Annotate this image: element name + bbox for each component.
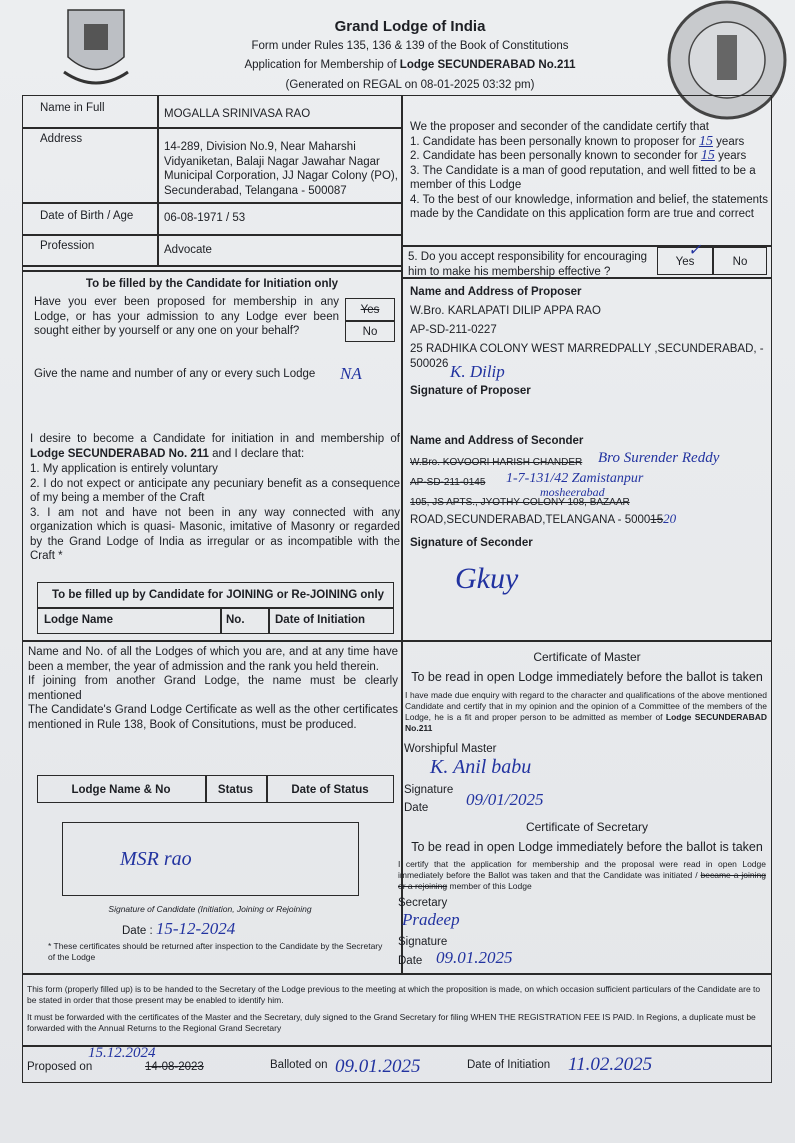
secretary-date-label: Date	[398, 955, 423, 967]
proposer-signature-label: Signature of Proposer	[410, 385, 531, 397]
certificates-note: * These certificates should be returned after inspection to the Candidate by the Secretary of the Lodge	[48, 941, 383, 962]
seconder-name-struck: W.Bro. KOVOORI HARISH CHANDER	[410, 457, 583, 468]
candidate-date-value: 15-12-2024	[155, 919, 236, 938]
candidate-date	[122, 919, 236, 939]
candidate-signature-box	[62, 822, 359, 896]
seconder-id-struck: AP-SD-211-0145	[410, 477, 486, 488]
address-label: Address	[40, 133, 83, 145]
responsibility-no[interactable]: No	[732, 256, 748, 268]
proposer-signature: K. Dilip	[450, 362, 505, 381]
col-status: Status	[217, 784, 254, 796]
application-lodge	[230, 59, 590, 71]
other-lodges-instructions	[28, 645, 398, 732]
other-lodges-p2: If joining from another Grand Lodge, the name must be clearly mentioned	[28, 675, 398, 702]
balloted-on-label: Balloted on	[270, 1059, 328, 1071]
previous-proposal-no[interactable]: No	[362, 326, 378, 338]
master-signature: K. Anil babu	[430, 756, 532, 778]
seconder-signature-label: Signature of Seconder	[410, 537, 533, 549]
master-signature-label: Signature	[404, 784, 454, 796]
balloted-on-value: 09.01.2025	[335, 1056, 421, 1077]
proposer-heading: Name and Address of Proposer	[410, 286, 582, 298]
generated-on: (Generated on REGAL on 08-01-2025 03:32 pm)	[285, 79, 535, 91]
initiation-heading: To be filled by the Candidate for Initiation only	[85, 278, 339, 290]
other-lodges-p1: Name and No. of all the Lodges of which you are, and at any time have been a member, the year of admission and the rank you held therein.	[28, 646, 398, 673]
footer-note-2: It must be forwarded with the certificates of the Master and the Secretary, duly signed to the Grand Secretary for filing WHEN THE REGISTRATION FEE IS PAID. In Regions, a duplicate must be forwarded with the Annual Returns to the Regional Grand Secretary	[27, 1012, 756, 1033]
previous-proposal-yes[interactable]: Yes	[360, 304, 380, 316]
footer-note-1: This form (properly filled up) is to be handed to the Secretary of the Lodge previous to the meeting at which the proposition is made, on which occasion sufficient particulars of the Candidate are to be stated in order that those present may be enabled to identify him.	[27, 984, 761, 1005]
proposed-on-struck: 14-08-2023	[145, 1061, 204, 1073]
secretary-role: Secretary	[398, 897, 448, 909]
secretary-body-text: I certify that the application for membership and the proposal were read in open Lodge immediately before the Ballot was taken and that the Candidate was initiated /	[398, 859, 766, 880]
master-lodge: Lodge SECUNDERABAD No.211	[405, 712, 767, 733]
item-1-text: 1. Candidate has been personally known to proposer for	[410, 135, 696, 148]
seconder-area-handwritten: mosheerabad	[540, 485, 605, 499]
give-lodge-name-answer: NA	[340, 364, 362, 383]
joining-heading: To be filled up by Candidate for JOINING or Re-JOINING only	[52, 589, 385, 601]
lodge-name: Lodge SECUNDERABAD No.211	[399, 59, 576, 71]
seconder-signature: Gkuy	[455, 562, 519, 595]
candidate-signature: MSR rao	[120, 848, 192, 870]
candidate-profession: Advocate	[164, 244, 212, 256]
date-label: Date :	[122, 925, 153, 937]
seconder-years: 15	[700, 148, 715, 163]
years-label: years	[718, 150, 747, 162]
dob-label: Date of Birth / Age	[40, 210, 134, 222]
seconder-address-line2	[410, 512, 676, 528]
master-date-label: Date	[404, 802, 429, 814]
years-label: years	[716, 135, 745, 148]
secretary-subheading: To be read in open Lodge immediately before the ballot is taken	[411, 840, 763, 854]
certify-intro: We the proposer and seconder of the candidate certify that	[410, 121, 709, 133]
master-body	[405, 690, 767, 734]
col-lodge-name-no: Lodge Name & No	[71, 784, 171, 796]
proposed-on-handwritten: 15.12.2024	[88, 1045, 156, 1061]
declaration-suffix: and I declare that:	[208, 447, 305, 460]
declaration-2: 2. I do not expect or anticipate any pecuniary benefit as a consequence of my being a member of the Craft	[30, 477, 400, 504]
secretary-struck-text: became a joining or a rejoining	[398, 870, 766, 891]
proposed-on-label: Proposed on	[27, 1061, 93, 1073]
form-subtitle: Form under Rules 135, 136 & 139 of the Book of Constitutions	[251, 40, 569, 52]
secretary-body	[398, 859, 766, 892]
seconder-address-struck: 105, JS APTS., JYOTHY COLONY 108, BAZAAR	[410, 497, 630, 508]
profession-label: Profession	[40, 240, 95, 252]
declaration-3: 3. I am not and have not been in any way connected with any organization which is quasi- Masonic, imitative of Masonry or regarded by the Grand Lodge of India as irregular or as incompatible with the Craft *	[30, 506, 400, 562]
secretary-signature: Pradeep	[402, 910, 460, 929]
joining-col-lodge-name: Lodge Name	[44, 614, 114, 626]
certify-item-5: 5. Do you accept responsibility for encouraging him to make his membership effective ?	[408, 251, 648, 278]
seconder-address-handwritten: 1-7-131/42 Zamistanpur	[506, 471, 644, 486]
proposer-name: W.Bro. KARLAPATI DILIP APPA RAO	[410, 305, 601, 317]
master-date: 09/01/2025	[466, 790, 544, 809]
secretary-signature-label: Signature	[398, 936, 448, 948]
pin-struck: 15	[650, 514, 664, 526]
responsibility-yes[interactable]: Yes	[675, 256, 695, 268]
address-text: ROAD,SECUNDERABAD,TELANGANA - 5000	[410, 514, 651, 526]
other-lodges-p3: The Candidate's Grand Lodge Certificate as well as the other certificates mentioned in Rule 138, Book of Consitutions, must be produced.	[28, 704, 398, 731]
give-lodge-name-label: Give the name and number of any or every such Lodge	[34, 368, 316, 380]
col-date-of-status: Date of Status	[291, 784, 369, 796]
candidate-signature-caption: Signature of Candidate (Initiation, Joining or Rejoining	[108, 904, 312, 914]
certify-item-2	[410, 149, 768, 164]
form-title: Grand Lodge of India	[334, 18, 486, 35]
initiation-date-label: Date of Initiation	[467, 1059, 551, 1071]
proposer-id: AP-SD-211-0227	[410, 324, 497, 336]
secretary-heading: Certificate of Secretary	[525, 820, 649, 834]
declaration-intro: I desire to become a Candidate for initiation in and membership of	[30, 433, 400, 445]
lodge-crest-logo	[62, 2, 130, 90]
candidate-address: 14-289, Division No.9, Near Maharshi Vidyaniketan, Balaji Nagar Jawahar Nagar Municipal Corporation, JJ Nagar Colony (PO), Secunderabad, Telangana - 500087	[164, 141, 398, 197]
certify-item-4: 4. To the best of our knowledge, information and belief, the statements made by the Candidate on this application form are true and correct	[410, 193, 768, 220]
master-body-text: I have made due enquiry with regard to the character and qualifications of the above mentioned Candidate and certify that in my opinion and the opinion of a Committee of the members of the Lodge, he is a fit and proper person to be admitted as member of	[405, 690, 767, 722]
certify-item-1	[410, 135, 768, 150]
master-role: Worshipful Master	[404, 743, 497, 755]
previous-proposal-question: Have you ever been proposed for membership in any Lodge, or has your admission to any Lodge ever been sought either by yourself or any one on your behalf?	[34, 296, 339, 337]
pin-handwritten: 20	[663, 511, 677, 526]
declaration-1: 1. My application is entirely voluntary	[30, 463, 218, 475]
certify-section	[410, 120, 768, 222]
application-prefix: Application for Membership of	[244, 59, 400, 71]
master-subheading: To be read in open Lodge immediately before the ballot is taken	[411, 670, 763, 684]
seconder-heading: Name and Address of Seconder	[410, 435, 584, 447]
seconder-name-handwritten: Bro Surender Reddy	[598, 450, 720, 466]
certify-item-3: 3. The Candidate is a man of good reputation, and well fitted to be a member of this Lodge	[410, 164, 756, 191]
candidate-dob: 06-08-1971 / 53	[164, 212, 246, 224]
secretary-date: 09.01.2025	[436, 948, 513, 967]
proposer-years: 15	[698, 133, 713, 149]
proposer-address: 25 RADHIKA COLONY WEST MARREDPALLY ,SECUNDERABAD, - 500026	[410, 343, 764, 370]
name-label: Name in Full	[40, 102, 105, 114]
joining-col-no: No.	[226, 614, 245, 626]
initiation-date-value: 11.02.2025	[568, 1054, 653, 1075]
declaration-lodge: Lodge SECUNDERABAD No. 211	[30, 447, 209, 460]
master-heading: Certificate of Master	[533, 650, 641, 664]
secretary-body-end: member of this Lodge	[447, 881, 532, 891]
checkmark-icon: ✓	[688, 242, 702, 259]
item-2-text: 2. Candidate has been personally known to seconder for	[410, 150, 698, 162]
declaration	[30, 432, 400, 564]
candidate-name: MOGALLA SRINIVASA RAO	[164, 108, 311, 120]
joining-col-date: Date of Initiation	[275, 614, 366, 626]
